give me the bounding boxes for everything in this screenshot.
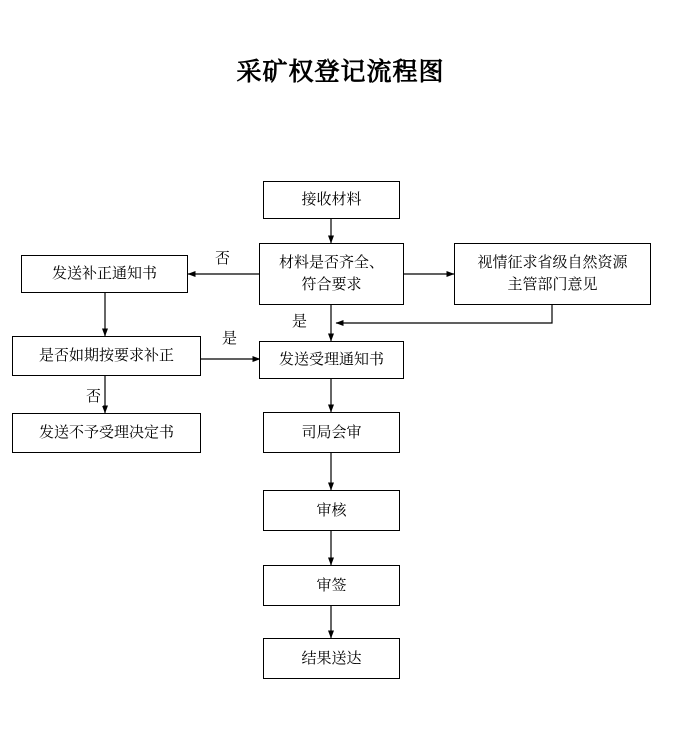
node-check-completeness[interactable] [259,243,404,305]
node-provincial-opinion-label-line2: 主管部门意见 [507,277,598,293]
edge-label-no-to-correction: 否 [213,247,232,268]
node-audit-label: 审核 [316,502,347,519]
node-send-rejection-decision[interactable] [12,413,201,453]
node-audit[interactable] [263,490,400,531]
node-corrected-on-time-label: 是否如期按要求补正 [38,348,174,364]
edge-provincial-to-accept [336,305,552,323]
node-send-acceptance-notice[interactable] [259,341,404,379]
node-deliver-result-label: 结果送达 [301,650,362,667]
edge-label-yes-to-accept: 是 [290,310,309,331]
node-deliver-result[interactable] [263,638,400,679]
node-provincial-opinion[interactable] [454,243,651,305]
node-check-completeness-label-line2: 符合要求 [301,277,362,293]
edge-label-no-from-corrected: 否 [84,385,103,406]
node-send-rejection-decision-label: 发送不予受理决定书 [38,425,174,441]
page-title: 采矿权登记流程图 [236,59,445,86]
node-joint-review[interactable] [263,412,400,453]
node-joint-review-label: 司局会审 [301,424,362,441]
node-provincial-opinion-label-line1: 视情征求省级自然资源 [477,255,628,271]
node-send-acceptance-notice-label: 发送受理通知书 [278,352,384,368]
node-send-correction-notice[interactable] [21,255,188,293]
node-send-correction-notice-label: 发送补正通知书 [51,266,157,282]
node-check-completeness-label-line1: 材料是否齐全、 [278,255,384,271]
edge-label-yes-from-corrected: 是 [220,327,239,348]
node-sign-label: 审签 [316,577,347,594]
node-receive-materials-label: 接收材料 [301,192,362,208]
node-corrected-on-time[interactable] [12,336,201,376]
node-sign[interactable] [263,565,400,606]
node-receive-materials[interactable] [263,181,400,219]
